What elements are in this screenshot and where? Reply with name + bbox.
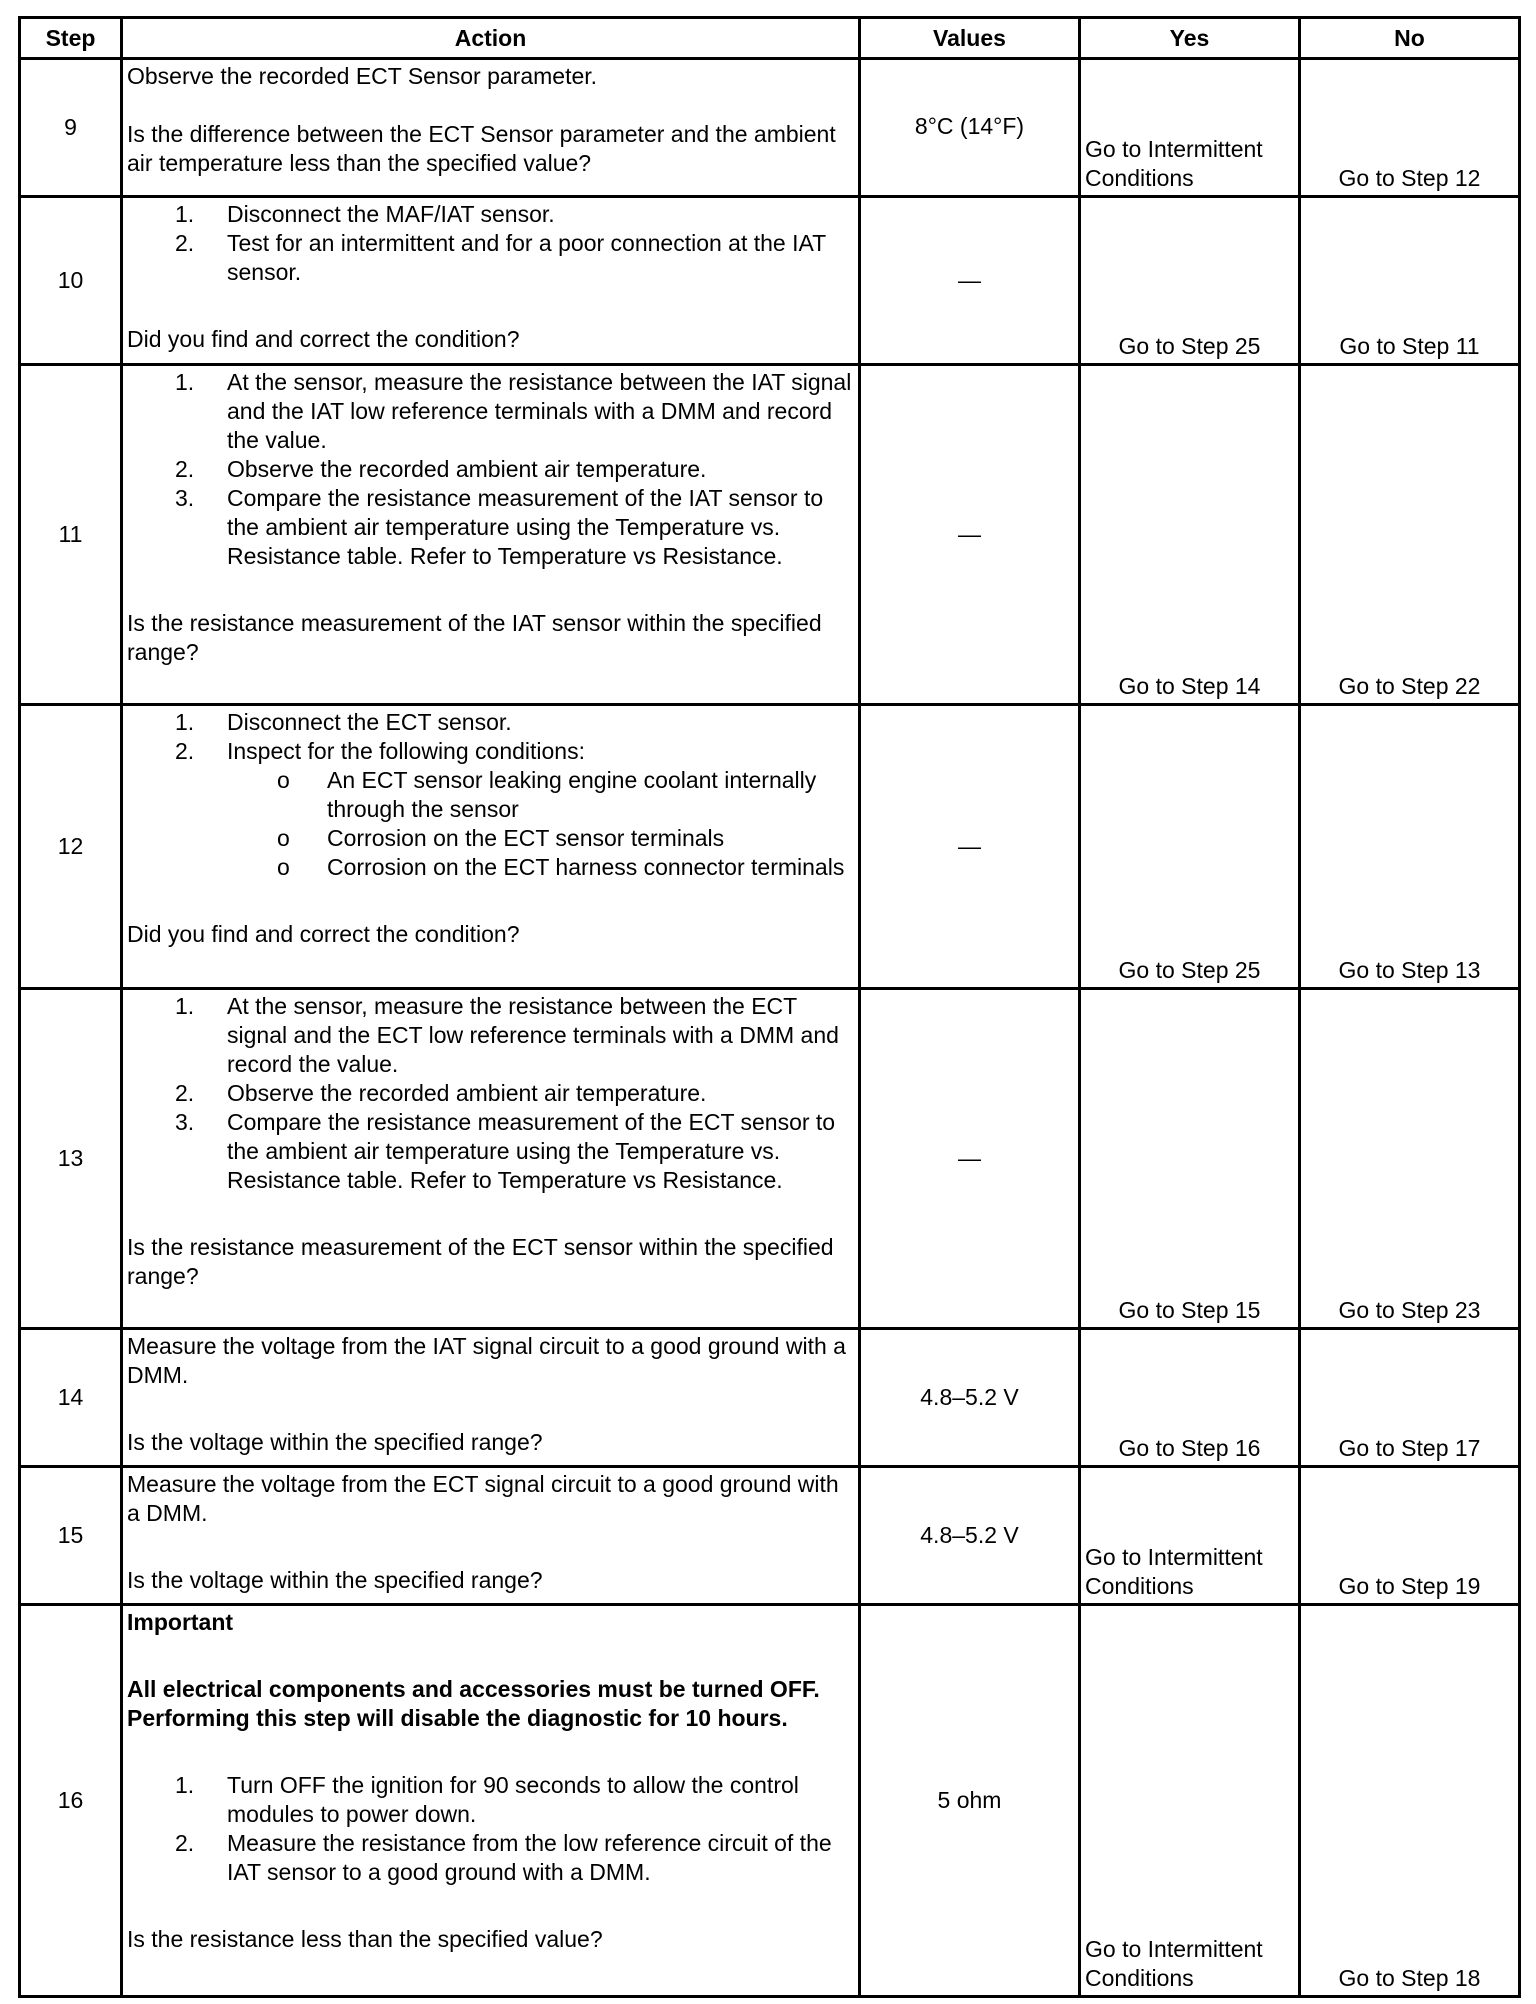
header-action: Action bbox=[122, 18, 860, 59]
step-number: 14 bbox=[20, 1329, 122, 1467]
yes-link[interactable]: Go to Intermittent Conditions bbox=[1080, 1467, 1300, 1605]
none-dash: — bbox=[958, 1145, 981, 1171]
list-item bbox=[127, 992, 854, 1079]
item-number: 1. bbox=[175, 709, 195, 735]
sub-list-item bbox=[227, 766, 854, 824]
item-number: 2. bbox=[175, 738, 195, 764]
action-cell bbox=[122, 1605, 860, 1997]
action-question: Is the difference between the ECT Sensor parameter and the ambient air temperature less than the specified value? bbox=[127, 121, 836, 176]
list-item bbox=[127, 455, 854, 484]
step-number: 11 bbox=[20, 365, 122, 705]
values-cell bbox=[860, 989, 1080, 1329]
item-number: 2. bbox=[175, 1080, 195, 1106]
action-question: Did you find and correct the condition? bbox=[127, 921, 520, 947]
action-cell bbox=[122, 1467, 860, 1605]
action-steps bbox=[127, 1771, 854, 1887]
item-number: 2. bbox=[175, 456, 195, 482]
table-row-step-15 bbox=[20, 1467, 1520, 1605]
yes-link[interactable]: Go to Step 15 bbox=[1080, 989, 1300, 1329]
item-text: Inspect for the following conditions: bbox=[227, 738, 585, 764]
action-cell bbox=[122, 705, 860, 989]
header-yes: Yes bbox=[1080, 18, 1300, 59]
action-cell bbox=[122, 197, 860, 365]
item-text: At the sensor, measure the resistance between the ECT signal and the ECT low reference terminals with a DMM and record the value. bbox=[227, 993, 839, 1077]
header-step: Step bbox=[20, 18, 122, 59]
values-cell bbox=[860, 705, 1080, 989]
no-link[interactable]: Go to Step 23 bbox=[1300, 989, 1520, 1329]
action-question: Is the voltage within the specified range? bbox=[127, 1567, 543, 1593]
action-cell bbox=[122, 989, 860, 1329]
values-cell: 5 ohm bbox=[860, 1605, 1080, 1997]
action-cell bbox=[122, 365, 860, 705]
item-text: At the sensor, measure the resistance between the IAT signal and the IAT low reference terminals with a DMM and record the value. bbox=[227, 369, 852, 453]
item-text: Observe the recorded ambient air temperature. bbox=[227, 456, 707, 482]
item-number: 3. bbox=[175, 1109, 195, 1135]
sub-list bbox=[227, 766, 854, 882]
action-steps bbox=[127, 708, 854, 882]
yes-link[interactable]: Go to Intermittent Conditions bbox=[1080, 59, 1300, 197]
sub-item-text: An ECT sensor leaking engine coolant internally through the sensor bbox=[327, 767, 817, 822]
list-item bbox=[127, 1079, 854, 1108]
yes-link[interactable]: Go to Intermittent Conditions bbox=[1080, 1605, 1300, 1997]
item-text: Compare the resistance measurement of the ECT sensor to the ambient air temperature using the Temperature vs. Resistance table. Refer to Temperature vs Resistance. bbox=[227, 1109, 836, 1193]
values-cell: 4.8–5.2 V bbox=[860, 1329, 1080, 1467]
action-question: Is the resistance measurement of the ECT sensor within the specified range? bbox=[127, 1234, 834, 1289]
yes-link[interactable]: Go to Step 16 bbox=[1080, 1329, 1300, 1467]
action-steps bbox=[127, 992, 854, 1195]
table-row-step-16 bbox=[20, 1605, 1520, 1997]
action-question: Is the resistance less than the specified value? bbox=[127, 1926, 603, 1952]
no-link[interactable]: Go to Step 18 bbox=[1300, 1605, 1520, 1997]
table-row-step-12 bbox=[20, 705, 1520, 989]
item-text: Observe the recorded ambient air temperature. bbox=[227, 1080, 707, 1106]
sub-list-item bbox=[227, 824, 854, 853]
list-item bbox=[127, 1829, 854, 1887]
step-number: 10 bbox=[20, 197, 122, 365]
no-link[interactable]: Go to Step 17 bbox=[1300, 1329, 1520, 1467]
item-number: 3. bbox=[175, 485, 195, 511]
table-row-step-9 bbox=[20, 59, 1520, 197]
item-number: 2. bbox=[175, 1830, 195, 1856]
no-link[interactable]: Go to Step 19 bbox=[1300, 1467, 1520, 1605]
no-link[interactable]: Go to Step 11 bbox=[1300, 197, 1520, 365]
list-item bbox=[127, 200, 854, 229]
list-item bbox=[127, 737, 854, 882]
no-link[interactable]: Go to Step 13 bbox=[1300, 705, 1520, 989]
step-number: 13 bbox=[20, 989, 122, 1329]
table-row-step-10 bbox=[20, 197, 1520, 365]
header-values: Values bbox=[860, 18, 1080, 59]
item-number: 1. bbox=[175, 201, 195, 227]
list-item bbox=[127, 1771, 854, 1829]
action-intro: Measure the voltage from the ECT signal circuit to a good ground with a DMM. bbox=[127, 1471, 839, 1526]
bullet-icon: o bbox=[277, 825, 290, 851]
important-text: All electrical components and accessories must be turned OFF. Performing this step will disable the diagnostic for 10 hours. bbox=[127, 1676, 820, 1731]
values-cell: 8°C (14°F) bbox=[860, 59, 1080, 197]
item-text: Disconnect the MAF/IAT sensor. bbox=[227, 201, 555, 227]
action-cell bbox=[122, 1329, 860, 1467]
no-link[interactable]: Go to Step 22 bbox=[1300, 365, 1520, 705]
item-text: Turn OFF the ignition for 90 seconds to allow the control modules to power down. bbox=[227, 1772, 799, 1827]
yes-link[interactable]: Go to Step 25 bbox=[1080, 197, 1300, 365]
item-text: Disconnect the ECT sensor. bbox=[227, 709, 512, 735]
item-number: 1. bbox=[175, 1772, 195, 1798]
list-item bbox=[127, 368, 854, 455]
important-title: Important bbox=[127, 1609, 234, 1635]
action-intro: Measure the voltage from the IAT signal circuit to a good ground with a DMM. bbox=[127, 1333, 846, 1388]
action-question: Is the resistance measurement of the IAT sensor within the specified range? bbox=[127, 610, 822, 665]
yes-link[interactable]: Go to Step 14 bbox=[1080, 365, 1300, 705]
action-question: Did you find and correct the condition? bbox=[127, 326, 520, 352]
values-cell bbox=[860, 365, 1080, 705]
values-cell bbox=[860, 197, 1080, 365]
no-link[interactable]: Go to Step 12 bbox=[1300, 59, 1520, 197]
list-item bbox=[127, 1108, 854, 1195]
none-dash: — bbox=[958, 521, 981, 547]
none-dash: — bbox=[958, 267, 981, 293]
header-row bbox=[20, 18, 1520, 59]
diagnostic-table bbox=[18, 16, 1521, 1998]
table-row-step-14 bbox=[20, 1329, 1520, 1467]
step-number: 16 bbox=[20, 1605, 122, 1997]
item-number: 2. bbox=[175, 230, 195, 256]
table-row-step-13 bbox=[20, 989, 1520, 1329]
item-text: Test for an intermittent and for a poor connection at the IAT sensor. bbox=[227, 230, 826, 285]
bullet-icon: o bbox=[277, 767, 290, 793]
sub-list-item bbox=[227, 853, 854, 882]
bullet-icon: o bbox=[277, 854, 290, 880]
action-intro: Observe the recorded ECT Sensor parameter. bbox=[127, 63, 598, 89]
action-steps bbox=[127, 368, 854, 571]
none-dash: — bbox=[958, 833, 981, 859]
action-steps bbox=[127, 200, 854, 287]
sub-item-text: Corrosion on the ECT sensor terminals bbox=[327, 825, 725, 851]
item-text: Measure the resistance from the low reference circuit of the IAT sensor to a good ground with a DMM. bbox=[227, 1830, 832, 1885]
list-item bbox=[127, 708, 854, 737]
action-question: Is the voltage within the specified range? bbox=[127, 1429, 543, 1455]
item-number: 1. bbox=[175, 369, 195, 395]
sub-item-text: Corrosion on the ECT harness connector terminals bbox=[327, 854, 845, 880]
step-number: 12 bbox=[20, 705, 122, 989]
yes-link[interactable]: Go to Step 25 bbox=[1080, 705, 1300, 989]
item-number: 1. bbox=[175, 993, 195, 1019]
list-item bbox=[127, 484, 854, 571]
step-number: 15 bbox=[20, 1467, 122, 1605]
list-item bbox=[127, 229, 854, 287]
values-cell: 4.8–5.2 V bbox=[860, 1467, 1080, 1605]
action-cell bbox=[122, 59, 860, 197]
table-row-step-11 bbox=[20, 365, 1520, 705]
header-no: No bbox=[1300, 18, 1520, 59]
item-text: Compare the resistance measurement of the IAT sensor to the ambient air temperature using the Temperature vs. Resistance table. Refer to Temperature vs Resistance. bbox=[227, 485, 824, 569]
step-number: 9 bbox=[20, 59, 122, 197]
